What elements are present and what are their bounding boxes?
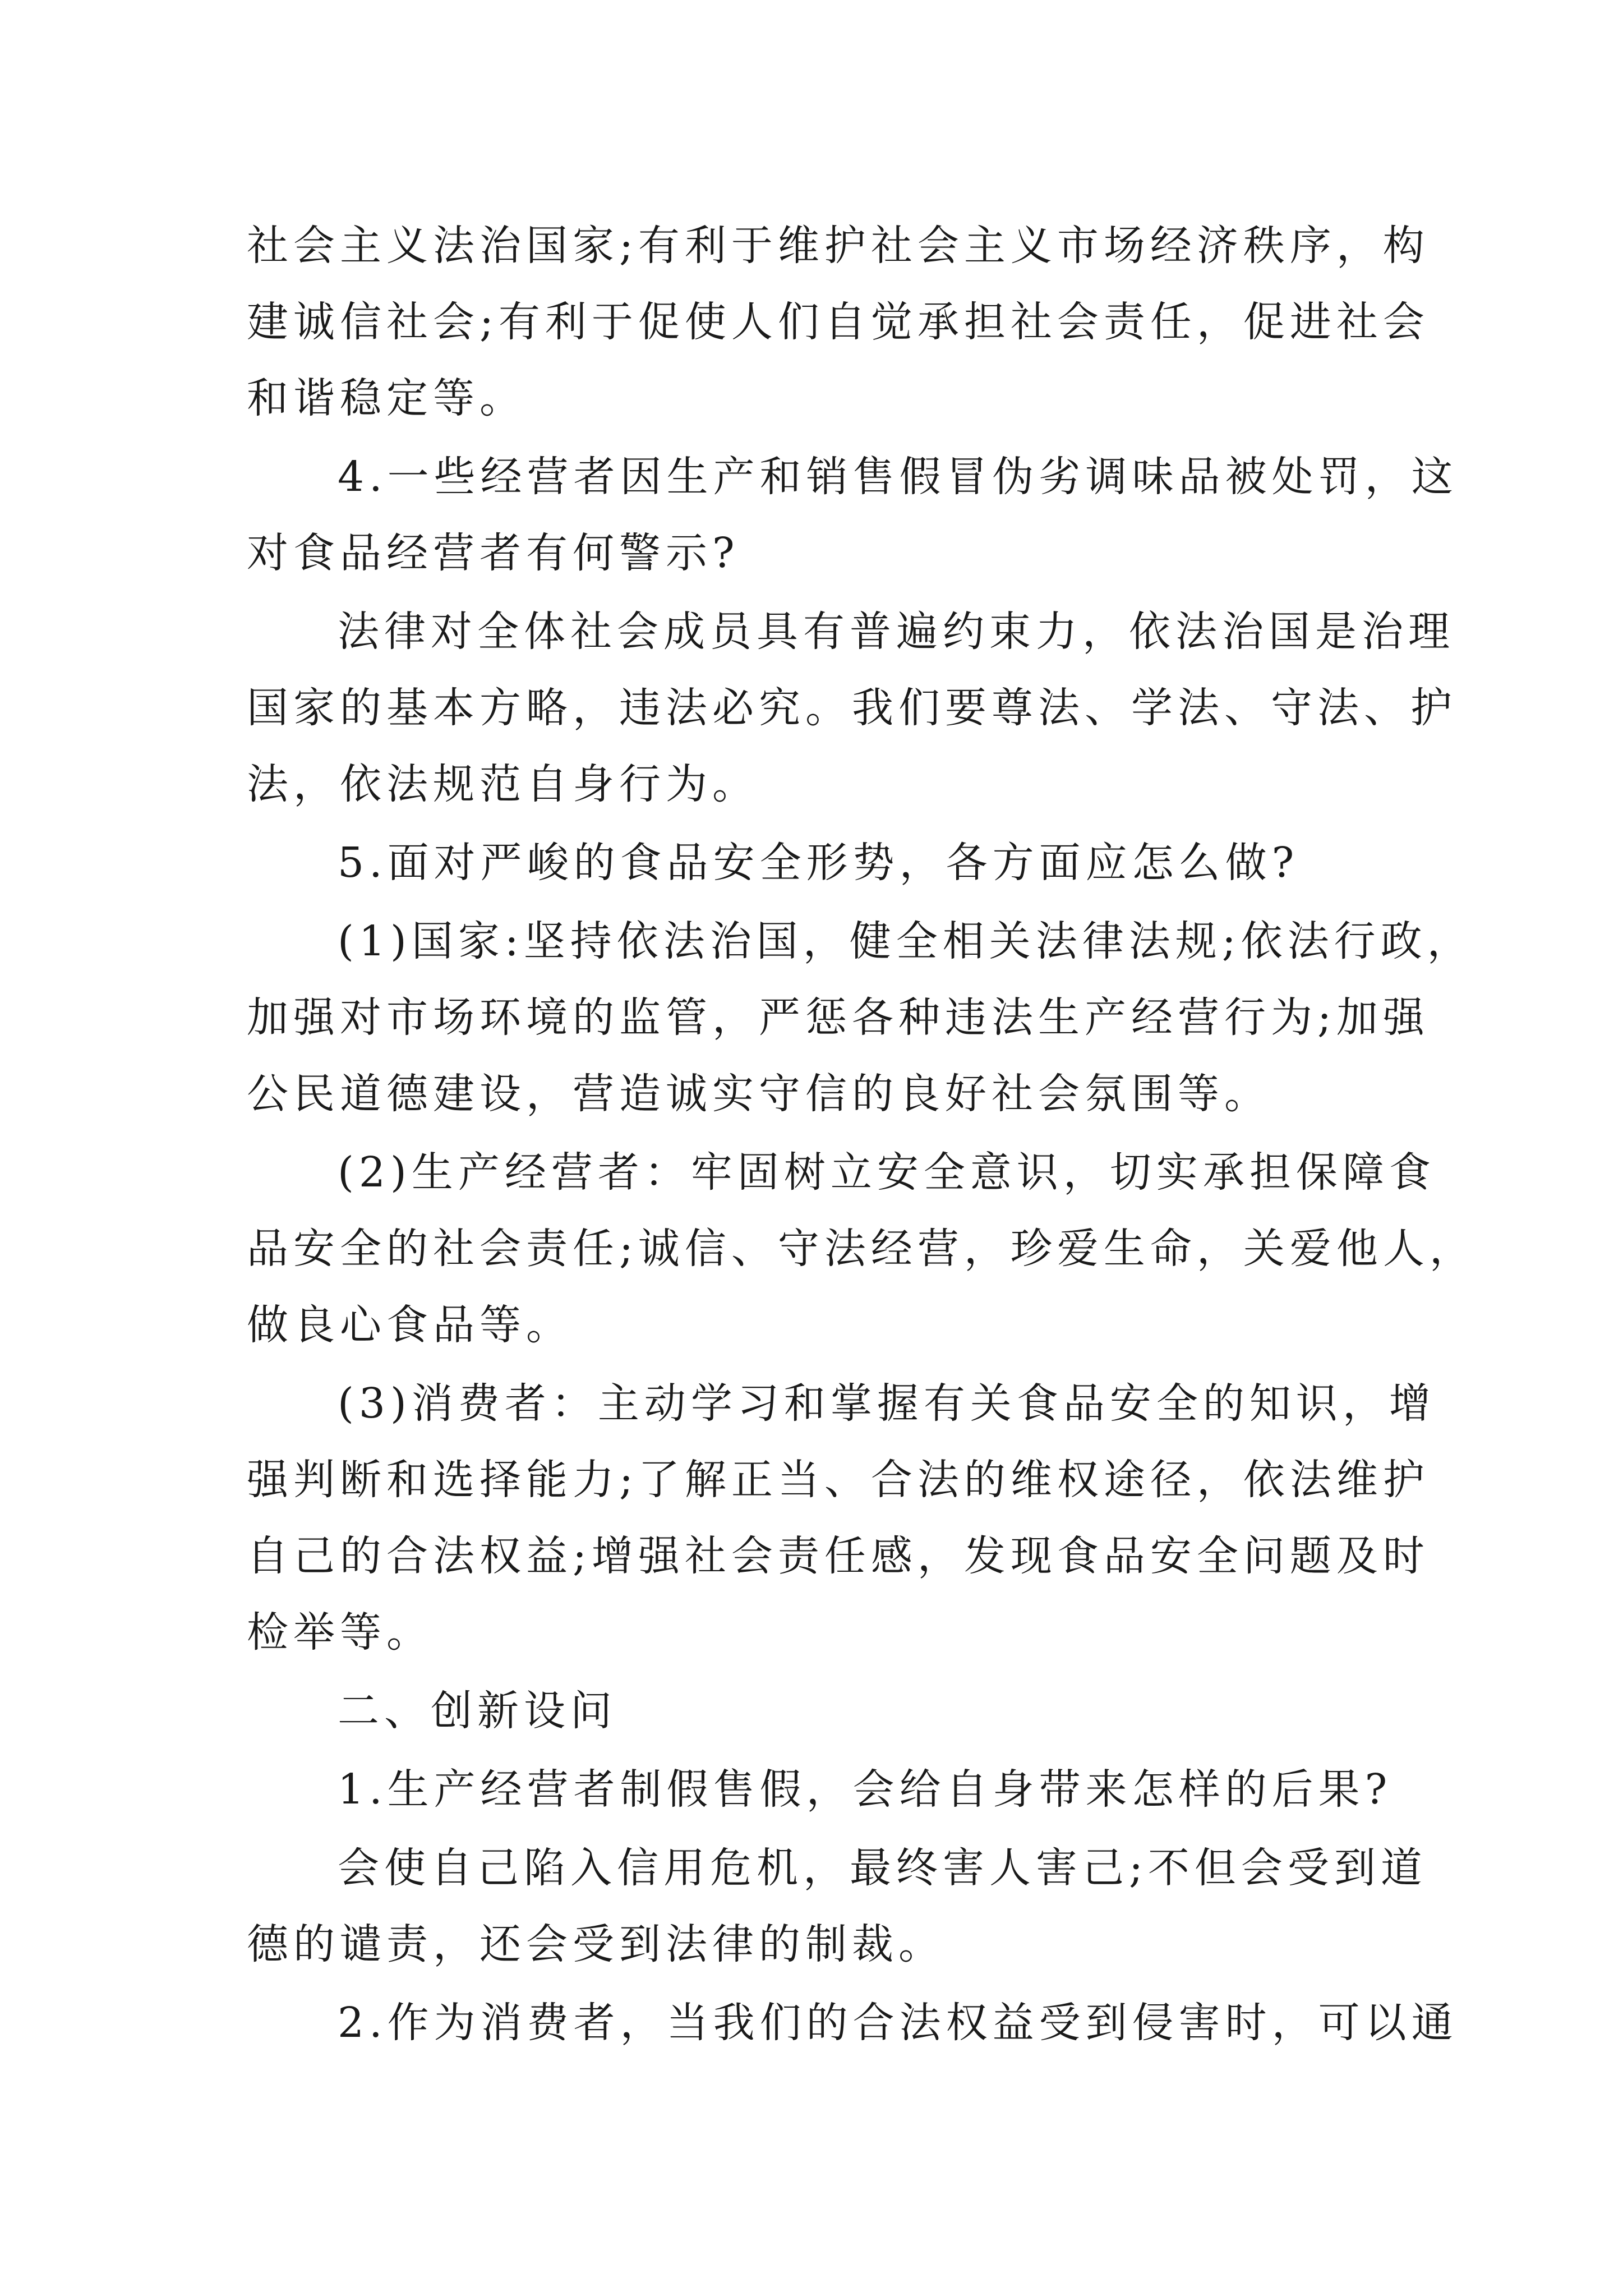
answer-5-consumers: [247, 1365, 1436, 1671]
text-line: 会使自己陷入信用危机，最终害人害己;不但会受到道: [338, 1844, 1427, 1892]
answer-4: [247, 593, 1457, 822]
text-line: 5.面对严峻的食品安全形势，各方面应怎么做?: [338, 839, 1299, 887]
answer-5-producers: [247, 1134, 1476, 1363]
text-line: 检举等。: [247, 1608, 433, 1657]
text-line: (2)生产经营者：牢固树立安全意识，切实承担保障食: [338, 1148, 1436, 1197]
text-line: 2.作为消费者，当我们的合法权益受到侵害时，可以通: [338, 1999, 1458, 2047]
text-line: 对食品经营者有何警示?: [247, 529, 740, 577]
answer-5-country: [247, 903, 1474, 1132]
document-body: [247, 208, 1476, 2061]
question-5: [247, 825, 1391, 901]
text-line: 国家的基本方略，违法必究。我们要尊法、学法、守法、护: [247, 684, 1457, 732]
text-line: 法律对全体社会成员具有普遍约束力，依法治国是治理: [338, 608, 1455, 656]
new-question-2: [247, 1985, 1458, 2061]
text-line: 加强对市场环境的监管，严惩各种违法生产经营行为;加强: [247, 993, 1430, 1042]
text-line: 强判断和选择能力;了解正当、合法的维权途径，依法维护: [247, 1456, 1430, 1504]
text-line: 德的谴责，还会受到法律的制裁。: [247, 1920, 945, 1968]
text-line: 4.一些经营者因生产和销售假冒伪劣调味品被处罚，这: [338, 453, 1458, 501]
text-line: (1)国家:坚持依法治国，健全相关法律法规;依法行政，: [338, 917, 1474, 965]
text-line: 法，依法规范自身行为。: [247, 760, 759, 808]
paragraph-intro-continued: [247, 208, 1430, 436]
text-line: 品安全的社会责任;诚信、守法经营，珍爱生命，关爱他人，: [247, 1225, 1476, 1273]
text-line: 1.生产经营者制假售假，会给自身带来怎样的后果?: [338, 1765, 1393, 1814]
section-heading: 二、创新设问: [338, 1687, 617, 1735]
text-line: 和谐稳定等。: [247, 374, 526, 422]
text-line: 公民道德建设，营造诚实守信的良好社会氛围等。: [247, 1070, 1271, 1118]
text-line: 建诚信社会;有利于促使人们自觉承担社会责任，促进社会: [247, 298, 1430, 346]
text-line: 自己的合法权益;增强社会责任感，发现食品安全问题及时: [247, 1532, 1430, 1580]
text-line: (3)消费者：主动学习和掌握有关食品安全的知识，增: [338, 1379, 1436, 1428]
section-heading-innovative-questions: [247, 1673, 1391, 1749]
text-line: 社会主义法治国家;有利于维护社会主义市场经济秩序，构: [247, 222, 1430, 270]
text-line: 做良心食品等。: [247, 1301, 573, 1349]
new-question-1: [247, 1751, 1391, 1828]
question-4: [247, 439, 1458, 591]
new-answer-1: [247, 1830, 1427, 1982]
